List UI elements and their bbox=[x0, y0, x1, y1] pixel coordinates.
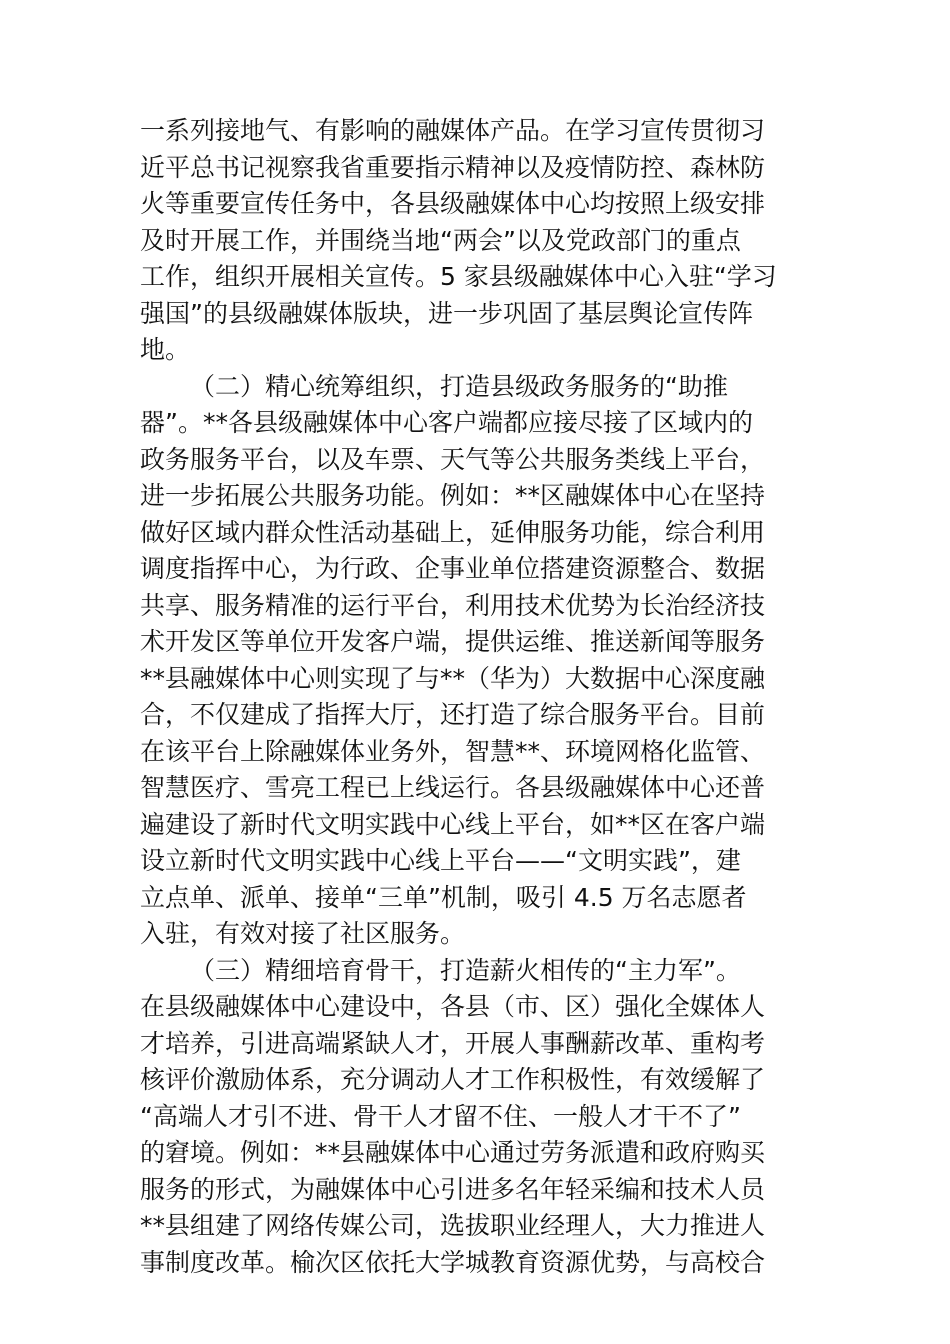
text-line: 进一步拓展公共服务功能。例如：**区融媒体中心在坚持 bbox=[140, 481, 766, 510]
section-heading-3: （三）精细培育骨干，打造薪火相传的“主力军”。 bbox=[190, 955, 741, 985]
text-line: **县组建了网络传媒公司，选拔职业经理人，大力推进人 bbox=[140, 1211, 766, 1240]
text-line: 术开发区等单位开发客户端，提供运维、推送新闻等服务 bbox=[140, 627, 766, 656]
text-line: 共享、服务精准的运行平台，利用技术优势为长治经济技 bbox=[140, 590, 766, 620]
text-line: 立点单、派单、接单“三单”机制，吸引 4.5 万名志愿者 bbox=[140, 882, 747, 912]
text-line: 近平总书记视察我省重要指示精神以及疫情防控、森林防 bbox=[140, 152, 766, 182]
text-line: 入驻，有效对接了社区服务。 bbox=[140, 919, 466, 948]
text-line: 工作，组织开展相关宣传。5 家县级融媒体中心入驻“学习 bbox=[140, 262, 777, 291]
text-line: 一系列接地气、有影响的融媒体产品。在学习宣传贯彻习 bbox=[140, 116, 766, 145]
text-line: 合，不仅建成了指挥大厅，还打造了综合服务平台。目前 bbox=[140, 700, 766, 729]
text-line: 地。 bbox=[140, 335, 191, 364]
text-line: “高端人才引不进、骨干人才留不住、一般人才干不了” bbox=[140, 1101, 741, 1131]
text-line: 在县级融媒体中心建设中，各县（市、区）强化全媒体人 bbox=[140, 992, 766, 1021]
text-line: 及时开展工作，并围绕当地“两会”以及党政部门的重点 bbox=[140, 225, 741, 255]
section-heading-2: （二）精心统筹组织，打造县级政务服务的“助推 bbox=[190, 371, 728, 401]
text-line: 在该平台上除融媒体业务外，智慧**、环境网格化监管、 bbox=[140, 736, 766, 766]
text-line: 设立新时代文明实践中心线上平台——“文明实践”，建 bbox=[140, 846, 741, 875]
text-line: 核评价激励体系，充分调动人才工作积极性，有效缓解了 bbox=[140, 1065, 766, 1094]
text-line: 智慧医疗、雪亮工程已上线运行。各县级融媒体中心还普 bbox=[140, 773, 766, 802]
text-line: 才培养，引进高端紧缺人才，开展人事酬薪改革、重构考 bbox=[140, 1028, 766, 1058]
text-line: 服务的形式，为融媒体中心引进多名年轻采编和技术人员 bbox=[140, 1174, 766, 1204]
text-line: 调度指挥中心，为行政、企事业单位搭建资源整合、数据 bbox=[140, 554, 766, 583]
text-line: 的窘境。例如：**县融媒体中心通过劳务派遣和政府购买 bbox=[140, 1138, 766, 1167]
text-line: **县融媒体中心则实现了与**（华为）大数据中心深度融 bbox=[140, 663, 766, 693]
body-text bbox=[140, 113, 820, 1281]
text-line: 火等重要宣传任务中，各县级融媒体中心均按照上级安排 bbox=[140, 189, 766, 218]
text-line: 做好区域内群众性活动基础上，延伸服务功能，综合利用 bbox=[140, 517, 766, 547]
text-line: 遍建设了新时代文明实践中心线上平台，如**区在客户端 bbox=[140, 809, 766, 839]
text-line: 强国”的县级融媒体版块，进一步巩固了基层舆论宣传阵 bbox=[140, 298, 753, 328]
text-line: 政务服务平台，以及车票、天气等公共服务类线上平台， bbox=[140, 444, 766, 474]
text-line: 器”。**各县级融媒体中心客户端都应接尽接了区域内的 bbox=[140, 408, 753, 437]
text-line: 事制度改革。榆次区依托大学城教育资源优势，与高校合 bbox=[140, 1247, 766, 1277]
